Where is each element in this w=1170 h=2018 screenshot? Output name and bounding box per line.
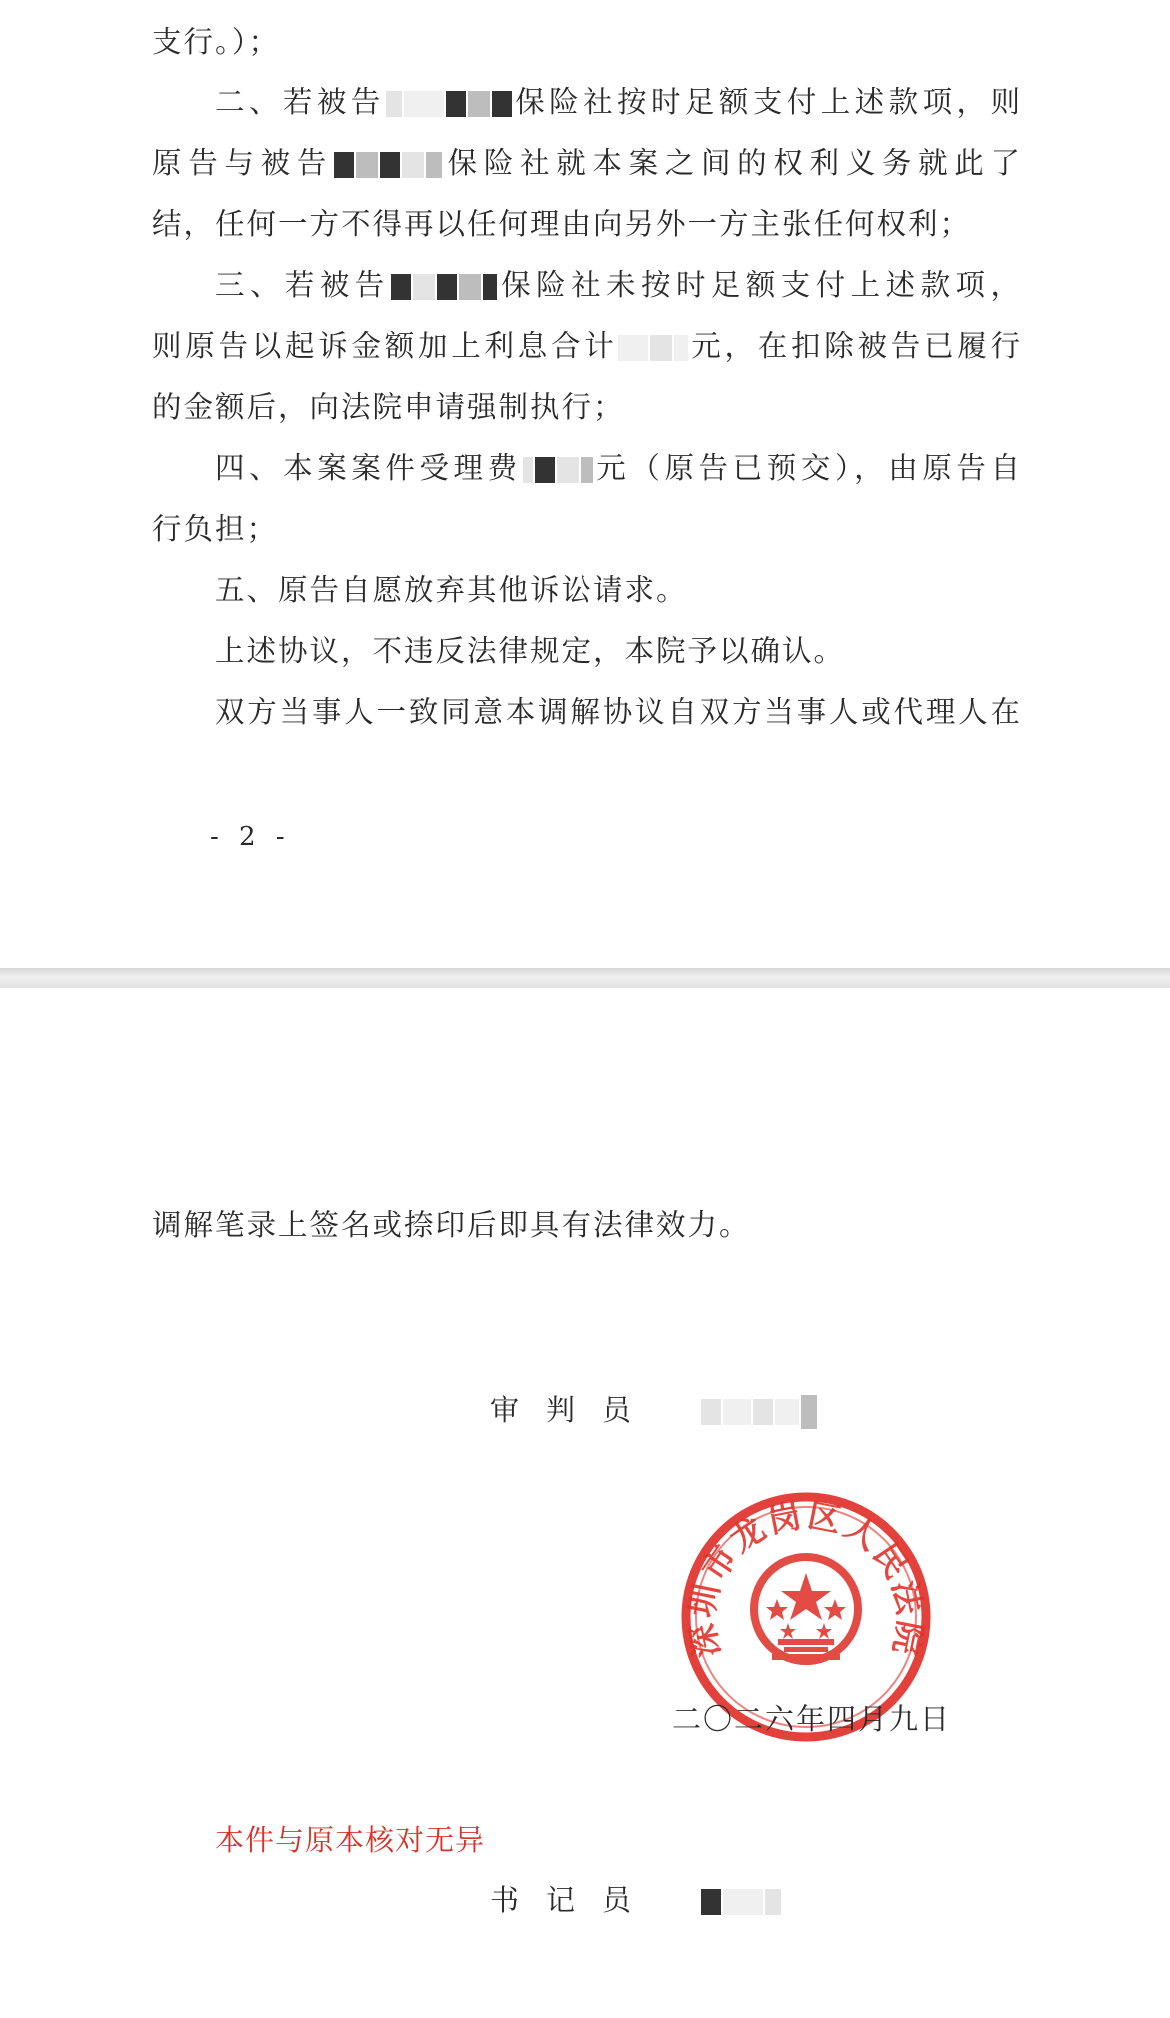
judge-signature-line: [490, 1390, 818, 1430]
redaction-mask: [581, 457, 593, 483]
redaction-mask: [618, 335, 648, 361]
text-line: 支行。）；: [152, 25, 281, 59]
clerk-name-redacted: [700, 1880, 782, 1920]
text-segment: 保险社按时足额支付上述款项，则: [512, 85, 1022, 119]
redaction-mask: [523, 457, 533, 483]
text-line: [152, 143, 1022, 183]
page-number: - 2 -: [210, 822, 291, 852]
redaction-mask: [468, 91, 490, 117]
text-segment: 保险社未按时足额支付上述款项，: [497, 268, 1022, 302]
redaction-mask: [557, 457, 579, 483]
redaction-mask: [334, 152, 354, 178]
text-segment: 元，在扣除被告已履行: [689, 329, 1022, 363]
text-line: [215, 448, 1022, 488]
redaction-mask: [386, 91, 402, 117]
text-segment: 保险社就本案之间的权利义务就此了: [442, 146, 1022, 180]
redaction-mask: [391, 274, 411, 300]
redaction-mask: [402, 152, 424, 178]
page-separator: [0, 968, 1170, 988]
text-line: 双方当事人一致同意本调解协议自双方当事人或代理人在: [215, 695, 1022, 729]
redaction-mask: [437, 274, 457, 300]
text-segment: 原告与被告: [152, 146, 333, 180]
redaction-mask: [701, 1399, 721, 1425]
document-page-1: [0, 0, 1170, 968]
text-line: 调解笔录上签名或捺印后即具有法律效力。: [152, 1208, 751, 1242]
document-page-2: [0, 988, 1170, 2018]
text-line: [152, 326, 1022, 366]
document-date: 二〇二六年四月九日: [672, 1702, 952, 1736]
text-line: 五、原告自愿放弃其他诉讼请求。: [215, 573, 688, 607]
text-segment: 元（原告已预交），由原告自: [593, 451, 1022, 485]
redaction-mask: [775, 1399, 799, 1425]
redaction-mask: [723, 1889, 763, 1915]
redaction-mask: [674, 335, 688, 361]
certification-stamp-text: 本件与原本核对无异: [215, 1823, 486, 1857]
role-char: 员: [602, 1393, 632, 1427]
redaction-mask: [701, 1889, 721, 1915]
redaction-mask: [459, 274, 481, 300]
text-segment: 三、若被告: [215, 268, 390, 302]
redaction-mask: [535, 457, 555, 483]
role-char: 书: [490, 1883, 520, 1917]
redaction-mask: [446, 91, 466, 117]
seal-text: 深圳市龙岗区人民法院: [681, 1495, 931, 1661]
text-line: [215, 82, 1022, 122]
text-line: 结，任何一方不得再以任何理由向另外一方主张任何权利；: [152, 207, 972, 241]
clerk-signature-line: [490, 1880, 782, 1920]
redaction-mask: [356, 152, 378, 178]
text-line: 的金额后，向法院申请强制执行；: [152, 390, 625, 424]
judge-name-redacted: [700, 1390, 818, 1430]
redaction-mask: [380, 152, 400, 178]
role-char: 审: [490, 1393, 520, 1427]
redaction-mask: [426, 152, 442, 178]
redaction-mask: [413, 274, 435, 300]
text-segment: 四、本案案件受理费: [215, 451, 522, 485]
role-char: 判: [546, 1393, 576, 1427]
text-line: 上述协议，不违反法律规定，本院予以确认。: [215, 634, 846, 668]
redaction-mask: [723, 1399, 751, 1425]
national-emblem-icon: [754, 1557, 858, 1661]
redaction-mask: [650, 335, 672, 361]
text-line: [215, 265, 1022, 305]
role-char: 员: [602, 1883, 632, 1917]
text-segment: 则原告以起诉金额加上利息合计: [152, 329, 618, 363]
redaction-mask: [765, 1889, 781, 1915]
text-segment: 二、若被告: [215, 85, 385, 119]
redaction-mask: [404, 91, 444, 117]
redaction-mask: [753, 1399, 773, 1425]
redaction-mask: [483, 274, 497, 300]
redaction-mask: [801, 1395, 817, 1429]
text-line: 行负担；: [152, 512, 279, 546]
redaction-mask: [492, 91, 512, 117]
role-char: 记: [546, 1883, 576, 1917]
